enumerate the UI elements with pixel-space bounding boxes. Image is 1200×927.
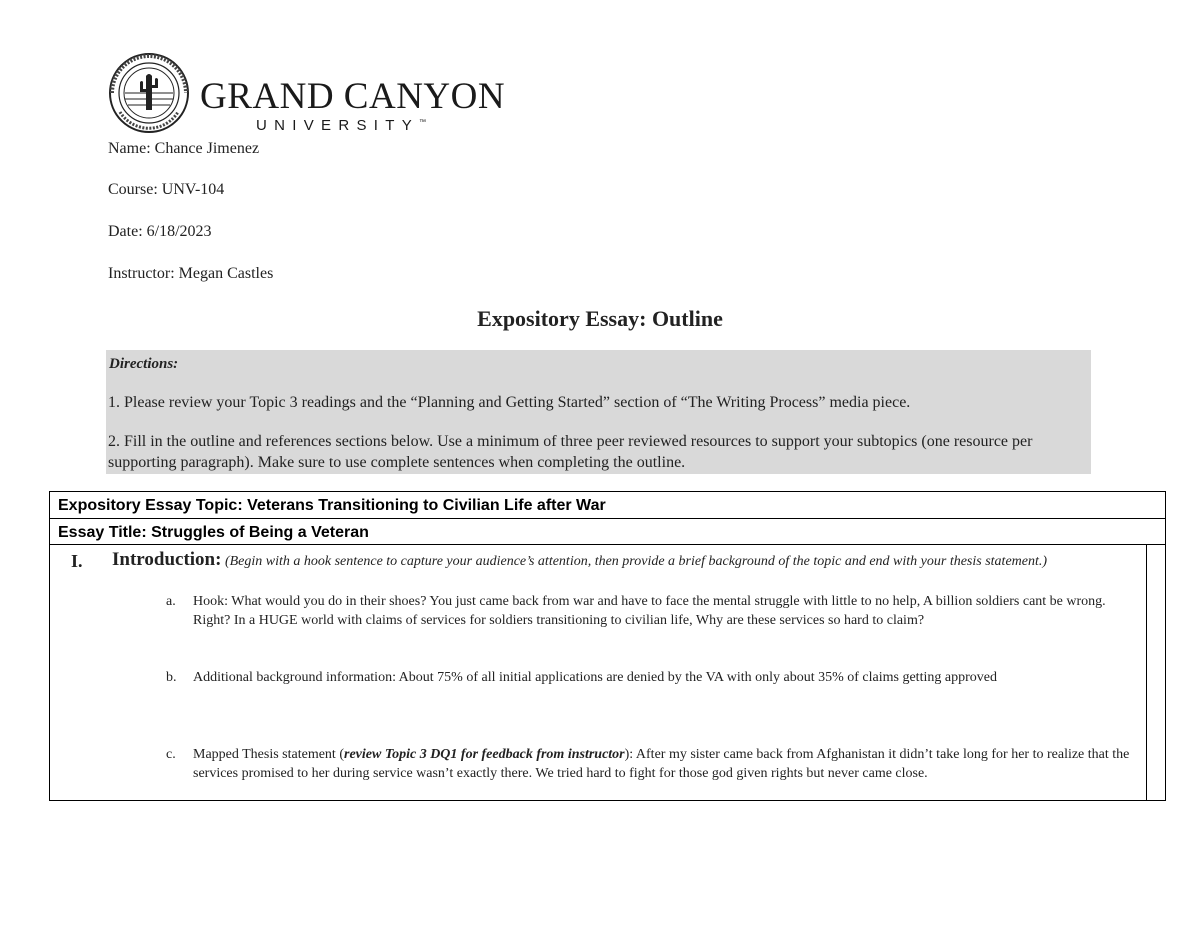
- directions-heading: Directions:: [109, 356, 179, 372]
- background-item: Additional background information: About 75% of all initial applications are denied by the VA with only about 35% of claims getting approved: [193, 670, 997, 685]
- student-name: Name: Chance Jimenez: [108, 140, 260, 157]
- logo-subtext: UNIVERSITY™: [256, 117, 427, 134]
- directions-step-1: 1. Please review your Topic 3 readings and the “Planning and Getting Started” section of “The Writing Process” media piece.: [108, 394, 911, 411]
- university-seal-icon: [108, 52, 190, 134]
- item-letter: a.: [166, 594, 176, 609]
- instructor: Instructor: Megan Castles: [108, 265, 274, 282]
- item-letter: b.: [166, 670, 177, 685]
- table-column-divider: [1146, 545, 1147, 801]
- date: Date: 6/18/2023: [108, 223, 212, 240]
- university-logo: [108, 52, 506, 138]
- essay-title: Essay Title: Struggles of Being a Veteran: [58, 524, 369, 541]
- logo-wordmark: GRAND CANYON: [200, 76, 506, 117]
- course: Course: UNV-104: [108, 181, 225, 198]
- directions-box: [106, 350, 1091, 474]
- document-title: Expository Essay: Outline: [477, 306, 723, 331]
- directions-step-2: 2. Fill in the outline and references sections below. Use a minimum of three peer reviewed resources to support your subtopics (one resource per supporting paragraph). Make sure to use complete sentences when completing the outline.: [108, 433, 1033, 471]
- section-title: Introduction:: [112, 549, 222, 570]
- title-row: [50, 519, 1165, 545]
- thesis-item: Mapped Thesis statement (review Topic 3 DQ1 for feedback from instructor): After my sister came back from Afghanistan it didn’t take long for her to realize that the services promised to her during service wasn’t exactly there. We tried hard to fight for those god given rights but never came close.: [193, 747, 1130, 781]
- section-instructions: (Begin with a hook sentence to capture your audience’s attention, then provide a brief background of the topic and end with your thesis statement.): [224, 554, 1048, 569]
- hook-item: Hook: What would you do in their shoes? You just came back from war and have to face the mental struggle with little to no help, A billion soldiers cant be wrong. Right? In a HUGE world with claims of services for soldiers transitioning to civilian life, Why are these services so hard to claim?: [193, 594, 1106, 628]
- section-number: I.: [71, 551, 83, 571]
- essay-topic: Expository Essay Topic: Veterans Transitioning to Civilian Life after War: [58, 497, 606, 514]
- item-letter: c.: [166, 747, 176, 762]
- section-introduction: [112, 550, 1112, 572]
- topic-row: [50, 492, 1165, 519]
